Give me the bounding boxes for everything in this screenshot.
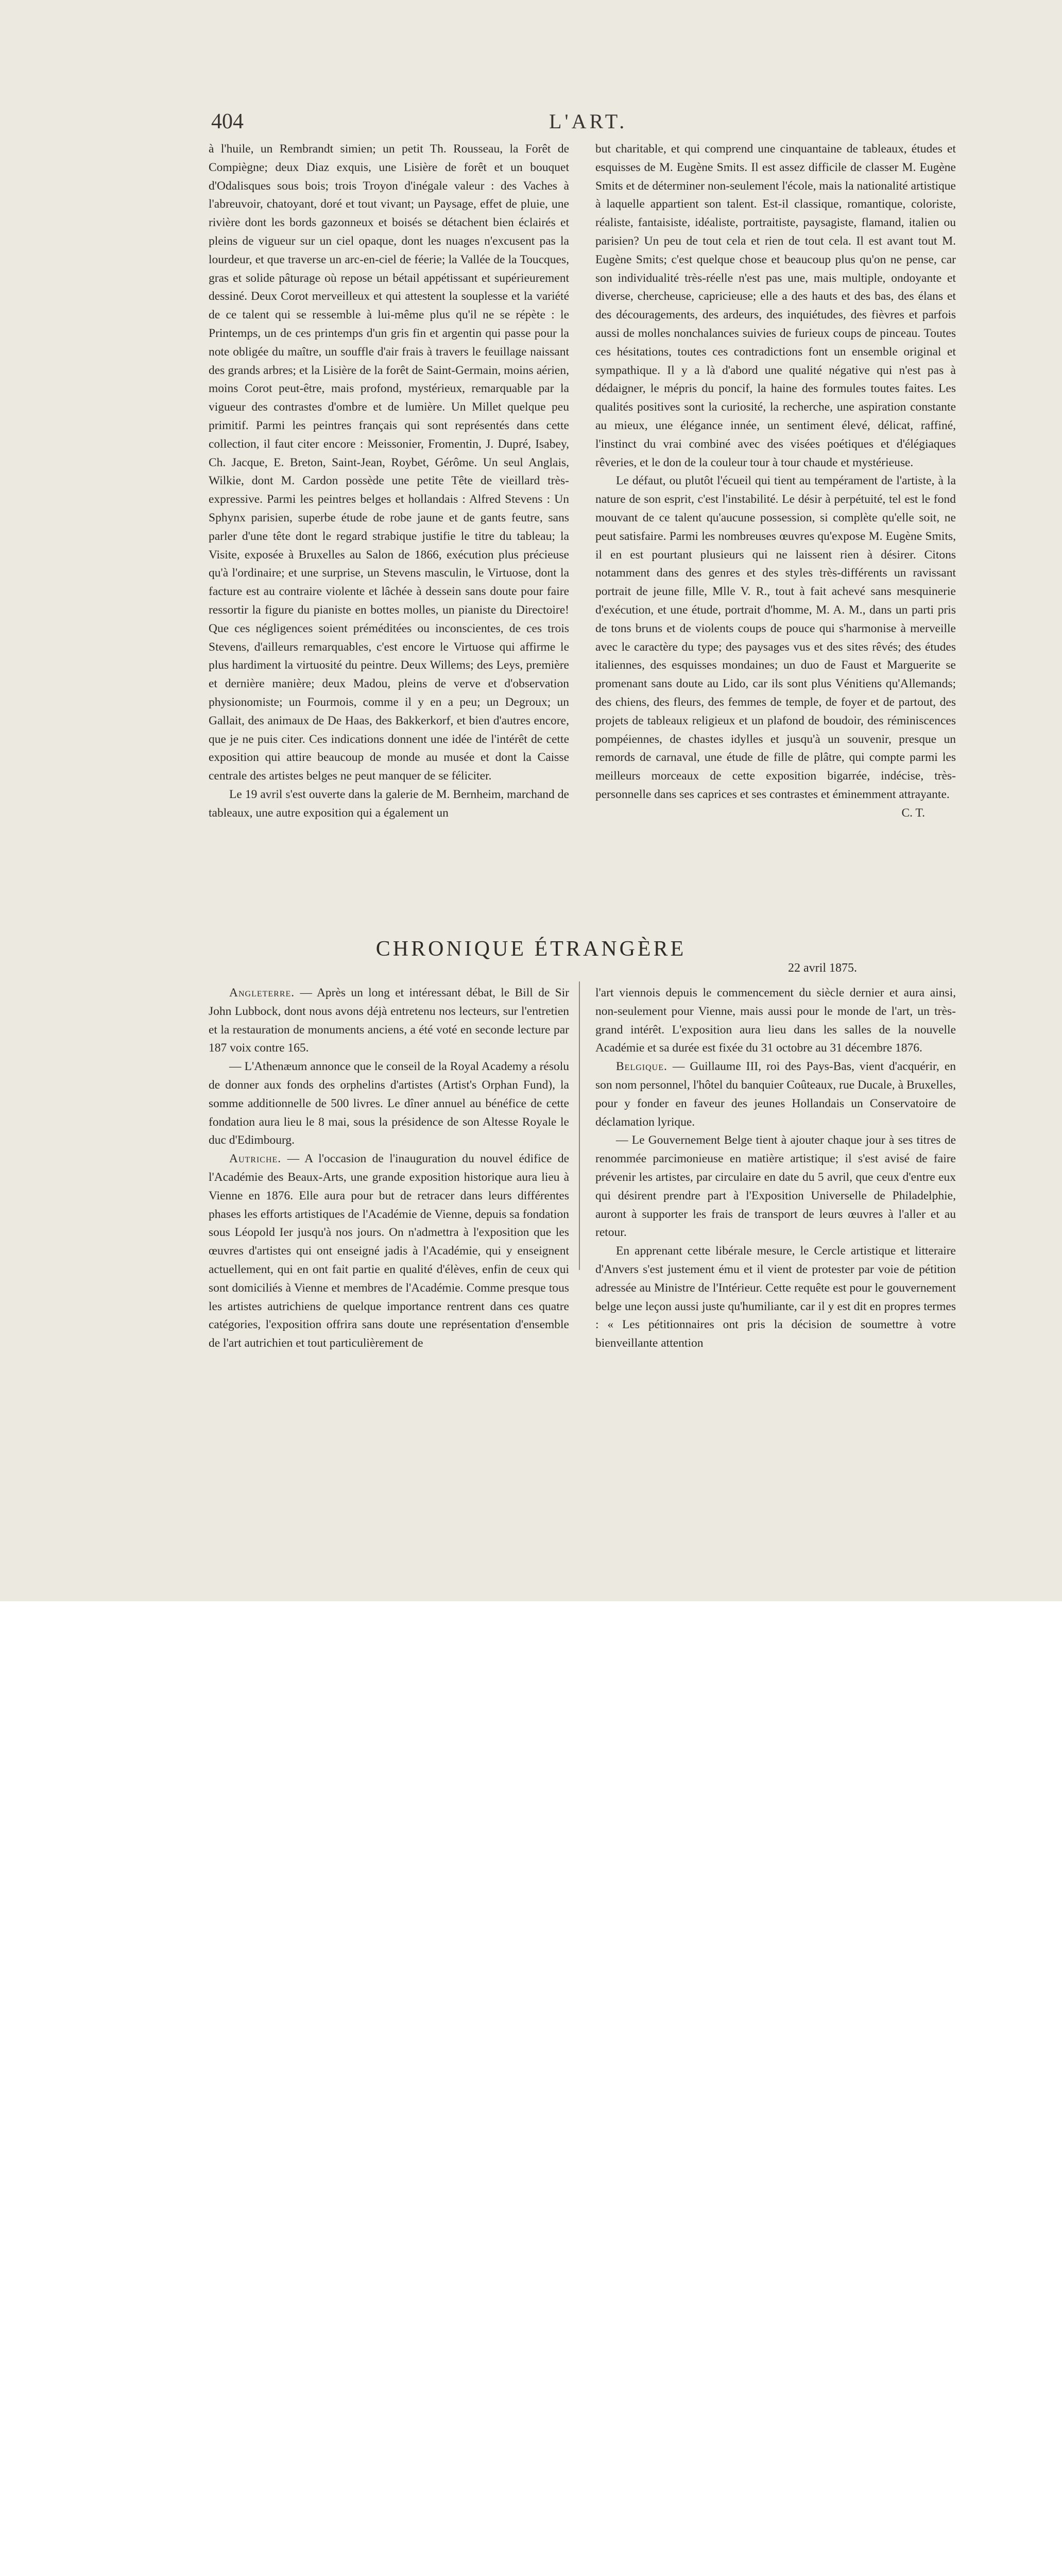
column-divider: [579, 981, 580, 1270]
news-item: — Le Gouvernement Belge tient à ajouter chaque jour à ses titres de renommée parcimonieuse en matière artistique; il s'est avisé de faire prévenir les artistes, par circulaire en date du 5 avril, que ceux d'entre eux qui désirent prendre part à l'Exposition Universelle de Philadelphie, auront à supporter les frais de transport de leurs œuvres à l'aller et au retour.: [595, 1133, 956, 1240]
article-column-right: [595, 140, 956, 822]
news-item: Angleterre. — Après un long et intéressant débat, le Bill de Sir John Lubbock, dont nous avons déjà entretenu nos lecteurs, sur l'entretien et la restauration de monuments anciens, a été voté en seconde lecture par 187 voix contre 165.: [209, 986, 569, 1055]
country-heading: Autriche.: [229, 1152, 282, 1166]
news-item: l'art viennois depuis le commencement du siècle dernier et aura ainsi, non-seulement pour Vienne, mais aussi pour le monde de l'art, un très-grand intérêt. L'exposition aura lieu dans les salles de la nouvelle Académie et sa durée est fixée du 31 octobre au 31 décembre 1876.: [595, 986, 956, 1055]
news-item: En apprenant cette libérale mesure, le Cercle artistique et litteraire d'Anvers s'est justement ému et il vient de protester par voie de pétition adressée au Ministre de l'Intérieur. Cette requête est pour le gouvernement belge une leçon aussi juste qu'humiliante, car il y est dit en propres termes : « Les pétitionnaires ont pris la décision de soumettre à votre bienveillante attention: [595, 1244, 956, 1350]
news-item: — L'Athenæum annonce que le conseil de la Royal Academy a résolu de donner aux fonds des orphelins d'artistes (Artist's Orphan Fund), la somme additionnelle de 500 livres. Le dîner annuel au bénéfice de cette fondation aura lieu le 8 mai, sous la présidence de son Altesse Royale le duc d'Edimbourg.: [209, 1060, 569, 1147]
article-paragraph: but charitable, et qui comprend une cinquantaine de tableaux, études et esquisses de M. Eugène Smits. Il est assez difficile de classer M. Eugène Smits et de déterminer non-seulement l'école, mais la nationalité artistique à laquelle appartient son talent. Est-il classique, romantique, coloriste, réaliste, fantaisiste, idéaliste, portraitiste, paysagiste, flamand, italien ou parisien? Un peu de tout cela et rien de tout cela. Il est avant tout M. Eugène Smits; c'est quelque chose et beaucoup plus qu'on ne pense, car son individualité très-réelle n'est pas une, mais multiple, ondoyante et diverse, chercheuse, capricieuse; elle a des hauts et des bas, des élans et des découragements, des ardeurs, des inquiétudes, des fièvres et parfois aussi de molles nonchalances suivies de furieux coups de pinceau. Toutes ces hésitations, toutes ces contradictions font un ensemble original et sympathique. Il y a là d'abord une qualité négative qui n'est pas à dédaigner, le mépris du poncif, la haine des formules toutes faites. Les qualités positives sont la curiosité, la recherche, une aspiration constante au mieux, une élégance innée, un sentiment élevé, délicat, raffiné, l'instinct du vrai combiné avec des visées poétiques et d'élégiaques rêveries, et le don de la couleur tour à tour chaude et mystérieuse.: [595, 142, 956, 469]
author-signature: C. T.: [901, 806, 925, 820]
country-heading: Belgique.: [616, 1060, 667, 1074]
section-title: CHRONIQUE ÉTRANGÈRE: [375, 937, 687, 961]
news-item: Autriche. — A l'occasion de l'inauguration du nouvel édifice de l'Académie des Beaux-Arts, une grande exposition historique aura lieu à Vienne en 1876. Elle aura pour but de retracer dans leurs différentes phases les efforts artistiques de l'Académie de Vienne, depuis sa fondation sous Léopold Ier jusqu'à nos jours. On n'admettra à l'exposition que les œuvres d'artistes qui ont enseigné jadis à l'Académie, qui y enseignent actuellement, qui en ont fait partie en qualité d'élèves, enfin de ceux qui sont domiciliés à Vienne et membres de l'Académie. Comme presque tous les artistes autrichiens de quelque importance rentrent dans ces quatre catégories, l'exposition offrira sans doute une représentation d'ensemble de l'art autrichien et tout particulièrement de: [209, 1152, 569, 1350]
chronique-column-right: [595, 984, 956, 1353]
article-paragraph: à l'huile, un Rembrandt simien; un petit Th. Rousseau, la Forêt de Compiègne; deux Diaz exquis, une Lisière de forêt et un bouquet d'Odalisques sous bois; trois Troyon d'inégale valeur : des Vaches à l'abreuvoir, chatoyant, doré et tout vivant; un Paysage, effet de pluie, une rivière dont les bords gazonneux et boisés se détachent bien éclairés et pleins de vigueur sur un ciel opaque, dont les nuages n'excusent pas la lourdeur, et que traverse un arc-en-ciel de féerie; la Vallée de la Toucques, gras et solide pâturage où repose un bétail appétissant et supérieurement dessiné. Deux Corot merveilleux et qui attestent la souplesse et la variété de ce talent qui se ressemble à lui-même plus qu'il ne se répète : le Printemps, un de ces printemps d'un gris fin et argentin qui passe pour la note obligée du maître, un souffle d'air frais à travers le feuillage naissant des grands arbres; et la Lisière de la forêt de Saint-Germain, moins aérien, moins Corot peut-être, mais profond, mystérieux, remarquable par la vigueur des contrastes d'ombre et de lumière. Un Millet quelque peu primitif. Parmi les peintres français qui sont représentés dans cette collection, il faut citer encore : Meissonier, Fromentin, J. Dupré, Isabey, Ch. Jacque, E. Breton, Saint-Jean, Roybet, Gérôme. Un seul Anglais, Wilkie, dont M. Cardon possède une petite Tête de vieillard très-expressive. Parmi les peintres belges et hollandais : Alfred Stevens : Un Sphynx parisien, superbe étude de robe jaune et de gants feutre, sans parler d'une tête dont le regard strabique justifie le titre du tableau; la Visite, exposée à Bruxelles au Salon de 1866, exécution plus précieuse qu'à l'ordinaire; et une surprise, un Stevens masculin, le Virtuose, dont la facture est au contraire violente et lâchée à dessein sans doute pour faire ressortir la figure du pianiste en bottes molles, un pianiste du Directoire! Que ces négligences soient préméditées ou inconscientes, de ces trois Stevens, d'ailleurs remarquables, c'est encore le Virtuose qui affirme le plus hardiment la virtuosité du peintre. Deux Willems; des Leys, première et dernière manière; deux Madou, pleins de verve et d'observation physionomiste; un Fourmois, comme il y en a peu; un Degroux; un Gallait, des animaux de De Haas, des Bakkerkorf, et bien d'autres encore, que je ne puis citer. Ces indications donnent une idée de l'intérêt de cette exposition qui attire beaucoup de monde au musée et dont la Caisse centrale des artistes belges ne peut manquer de se féliciter.: [209, 142, 569, 783]
viewer-footer: [0, 1601, 1062, 1689]
article-paragraph: Le défaut, ou plutôt l'écueil qui tient au tempérament de l'artiste, à la nature de son esprit, c'est l'instabilité. Le désir à perpétuité, tel est le fond mouvant de ce talent qu'aucune possession, si complète qu'elle soit, ne peut satisfaire. Parmi les nombreuses œuvres qu'expose M. Eugène Smits, il en est pourtant plusieurs qui ne laissent rien à désirer. Citons notamment dans des genres et des styles très-différents un ravissant portrait de jeune fille, Mlle V. R., tout à fait achevé sans mesquinerie d'exécution, et une étude, portrait d'homme, M. A. M., dans un parti pris de tons bruns et de violents coups de pouce qui s'harmonise à merveille avec le caractère du type; des paysages vus et des sites rêvés; des études italiennes, des esquisses mondaines; un duo de Faust et Marguerite se promenant sans doute au Lido, car ils sont plus Vénitiens qu'Allemands; des chiens, des fleurs, des femmes de temple, de foyer et de partout, des projets de tableaux religieux et un plafond de boudoir, des réminiscences pompéiennes, de chastes idylles et jusqu'à un souvenir, presque un remords de carnaval, une étude de fille de plâtre, qui compte parmi les meilleurs morceaux de cette exposition bigarrée, indécise, très-personnelle dans ses caprices et ses contrastes et éminemment attrayante.: [595, 474, 956, 801]
running-title: L'ART.: [549, 110, 628, 133]
country-heading: Angleterre.: [229, 986, 295, 999]
news-item: Belgique. — Guillaume III, roi des Pays-Bas, vient d'acquérir, en son nom personnel, l'hôtel du banquier Coûteaux, rue Ducale, à Bruxelles, pour y fonder en faveur des jeunes Hollandais un Conservatoire de déclamation lyrique.: [595, 1060, 956, 1129]
article-column-left: [209, 140, 569, 822]
article-paragraph: Le 19 avril s'est ouverte dans la galerie de M. Bernheim, marchand de tableaux, une autre exposition qui a également un: [209, 787, 569, 820]
chronique-column-left: [209, 984, 569, 1353]
page-number: 404: [211, 110, 244, 133]
section-date: 22 avril 1875.: [788, 961, 857, 975]
